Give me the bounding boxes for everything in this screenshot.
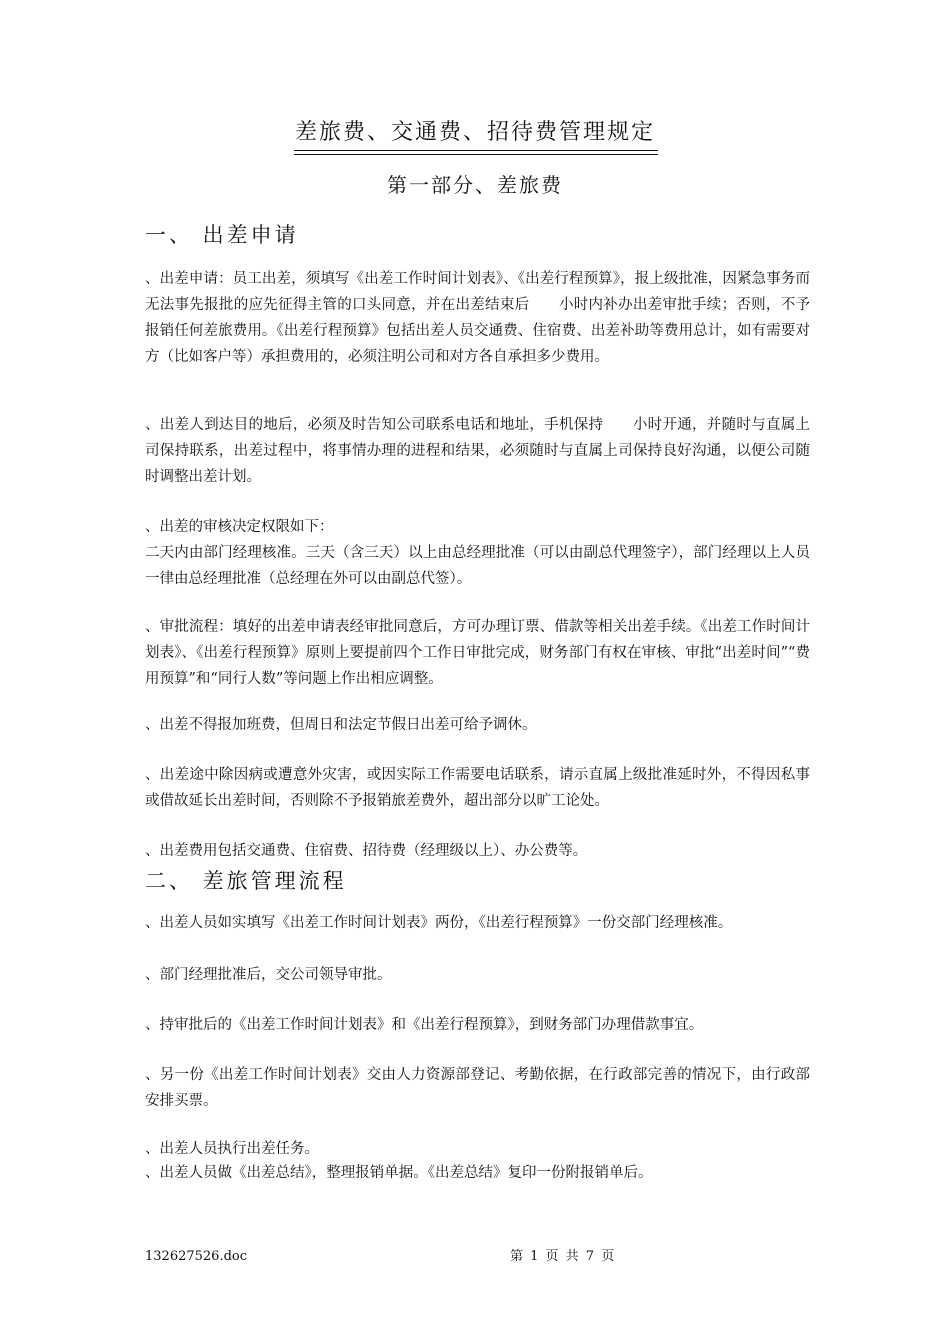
paragraph-fill-forms: 、出差人员如实填写《出差工作时间计划表》两份，《出差行程预算》一份交部门经理核准。 bbox=[145, 915, 733, 931]
footer-filename: 132627526.doc bbox=[145, 1249, 248, 1264]
paragraph-arrival-contact: 、出差人到达目的地后，必须及时告知公司联系电话和地址，手机保持 小时开通，并随时与直属上司保持联系，出差过程中，将事情办理的进程和结果，必须随时与直属上司保持良好沟通，以便公司随时调整出差计划。 bbox=[145, 417, 810, 485]
section-heading-travel-application: 一、 出差申请 bbox=[145, 223, 299, 247]
paragraph-execute-task: 、出差人员执行出差任务。 bbox=[145, 1141, 319, 1157]
paragraph-approval-process: 、审批流程：填好的出差申请表经审批同意后，方可办理订票、借款等相关出差手续。《出差工作时间计划表》、《出差行程预算》原则上要提前四个工作日审批完成，财务部门有权在审核、审批“出差时间”“费用预算”和“同行人数”等问题上作出相应调整。 bbox=[145, 619, 810, 687]
title-underline-bottom bbox=[294, 154, 658, 155]
paragraph-application: 、出差申请：员工出差，须填写《出差工作时间计划表》、《出差行程预算》，报上级批准，因紧急事务而无法事先报批的应先征得主管的口头同意，并在出差结束后 小时内补办出差审批手续；否则，不予报销任何差旅费用。《出差行程预算》包括出差人员交通费、住宿费、出差补助等费用总计，如有需要对方（比如客户等）承担费用的，必须注明公司和对方各自承担多少费用。 bbox=[145, 271, 810, 365]
paragraph-overtime: 、出差不得报加班费，但周日和法定节假日出差可给予调休。 bbox=[145, 717, 537, 733]
paragraph-approval-authority: 、出差的审核决定权限如下： bbox=[145, 519, 334, 535]
paragraph-extension: 、出差途中除因病或遭意外灾害，或因实际工作需要电话联系，请示直属上级批准延时外，不得因私事或借故延长出差时间，否则除不予报销旅差费外，超出部分以旷工论处。 bbox=[145, 767, 810, 809]
paragraph-approval-levels: 二天内由部门经理核准。三天（含三天）以上由总经理批准（可以由副总代理签字），部门经理以上人员一律由总经理批准（总经理在外可以由副总代签）。 bbox=[145, 545, 810, 587]
paragraph-hr-registration: 、另一份《出差工作时间计划表》交由人力资源部登记、考勤依据，在行政部完善的情况下，由行政部安排买票。 bbox=[145, 1067, 810, 1109]
paragraph-manager-approval: 、部门经理批准后，交公司领导审批。 bbox=[145, 967, 392, 983]
part-title: 第一部分、差旅费 bbox=[387, 173, 563, 197]
paragraph-summary: 、出差人员做《出差总结》，整理报销单据。《出差总结》复印一份附报销单后。 bbox=[145, 1165, 653, 1181]
footer-page-number: 第 1 页 共 7 页 bbox=[510, 1249, 615, 1264]
paragraph-loan: 、持审批后的《出差工作时间计划表》和《出差行程预算》，到财务部门办理借款事宜。 bbox=[145, 1017, 704, 1033]
document-title: 差旅费、交通费、招待费管理规定 bbox=[294, 120, 655, 145]
title-underline-top bbox=[294, 150, 658, 151]
section-heading-travel-management: 二、 差旅管理流程 bbox=[145, 869, 347, 893]
paragraph-expense-types: 、出差费用包括交通费、住宿费、招待费（经理级以上）、办公费等。 bbox=[145, 843, 588, 859]
